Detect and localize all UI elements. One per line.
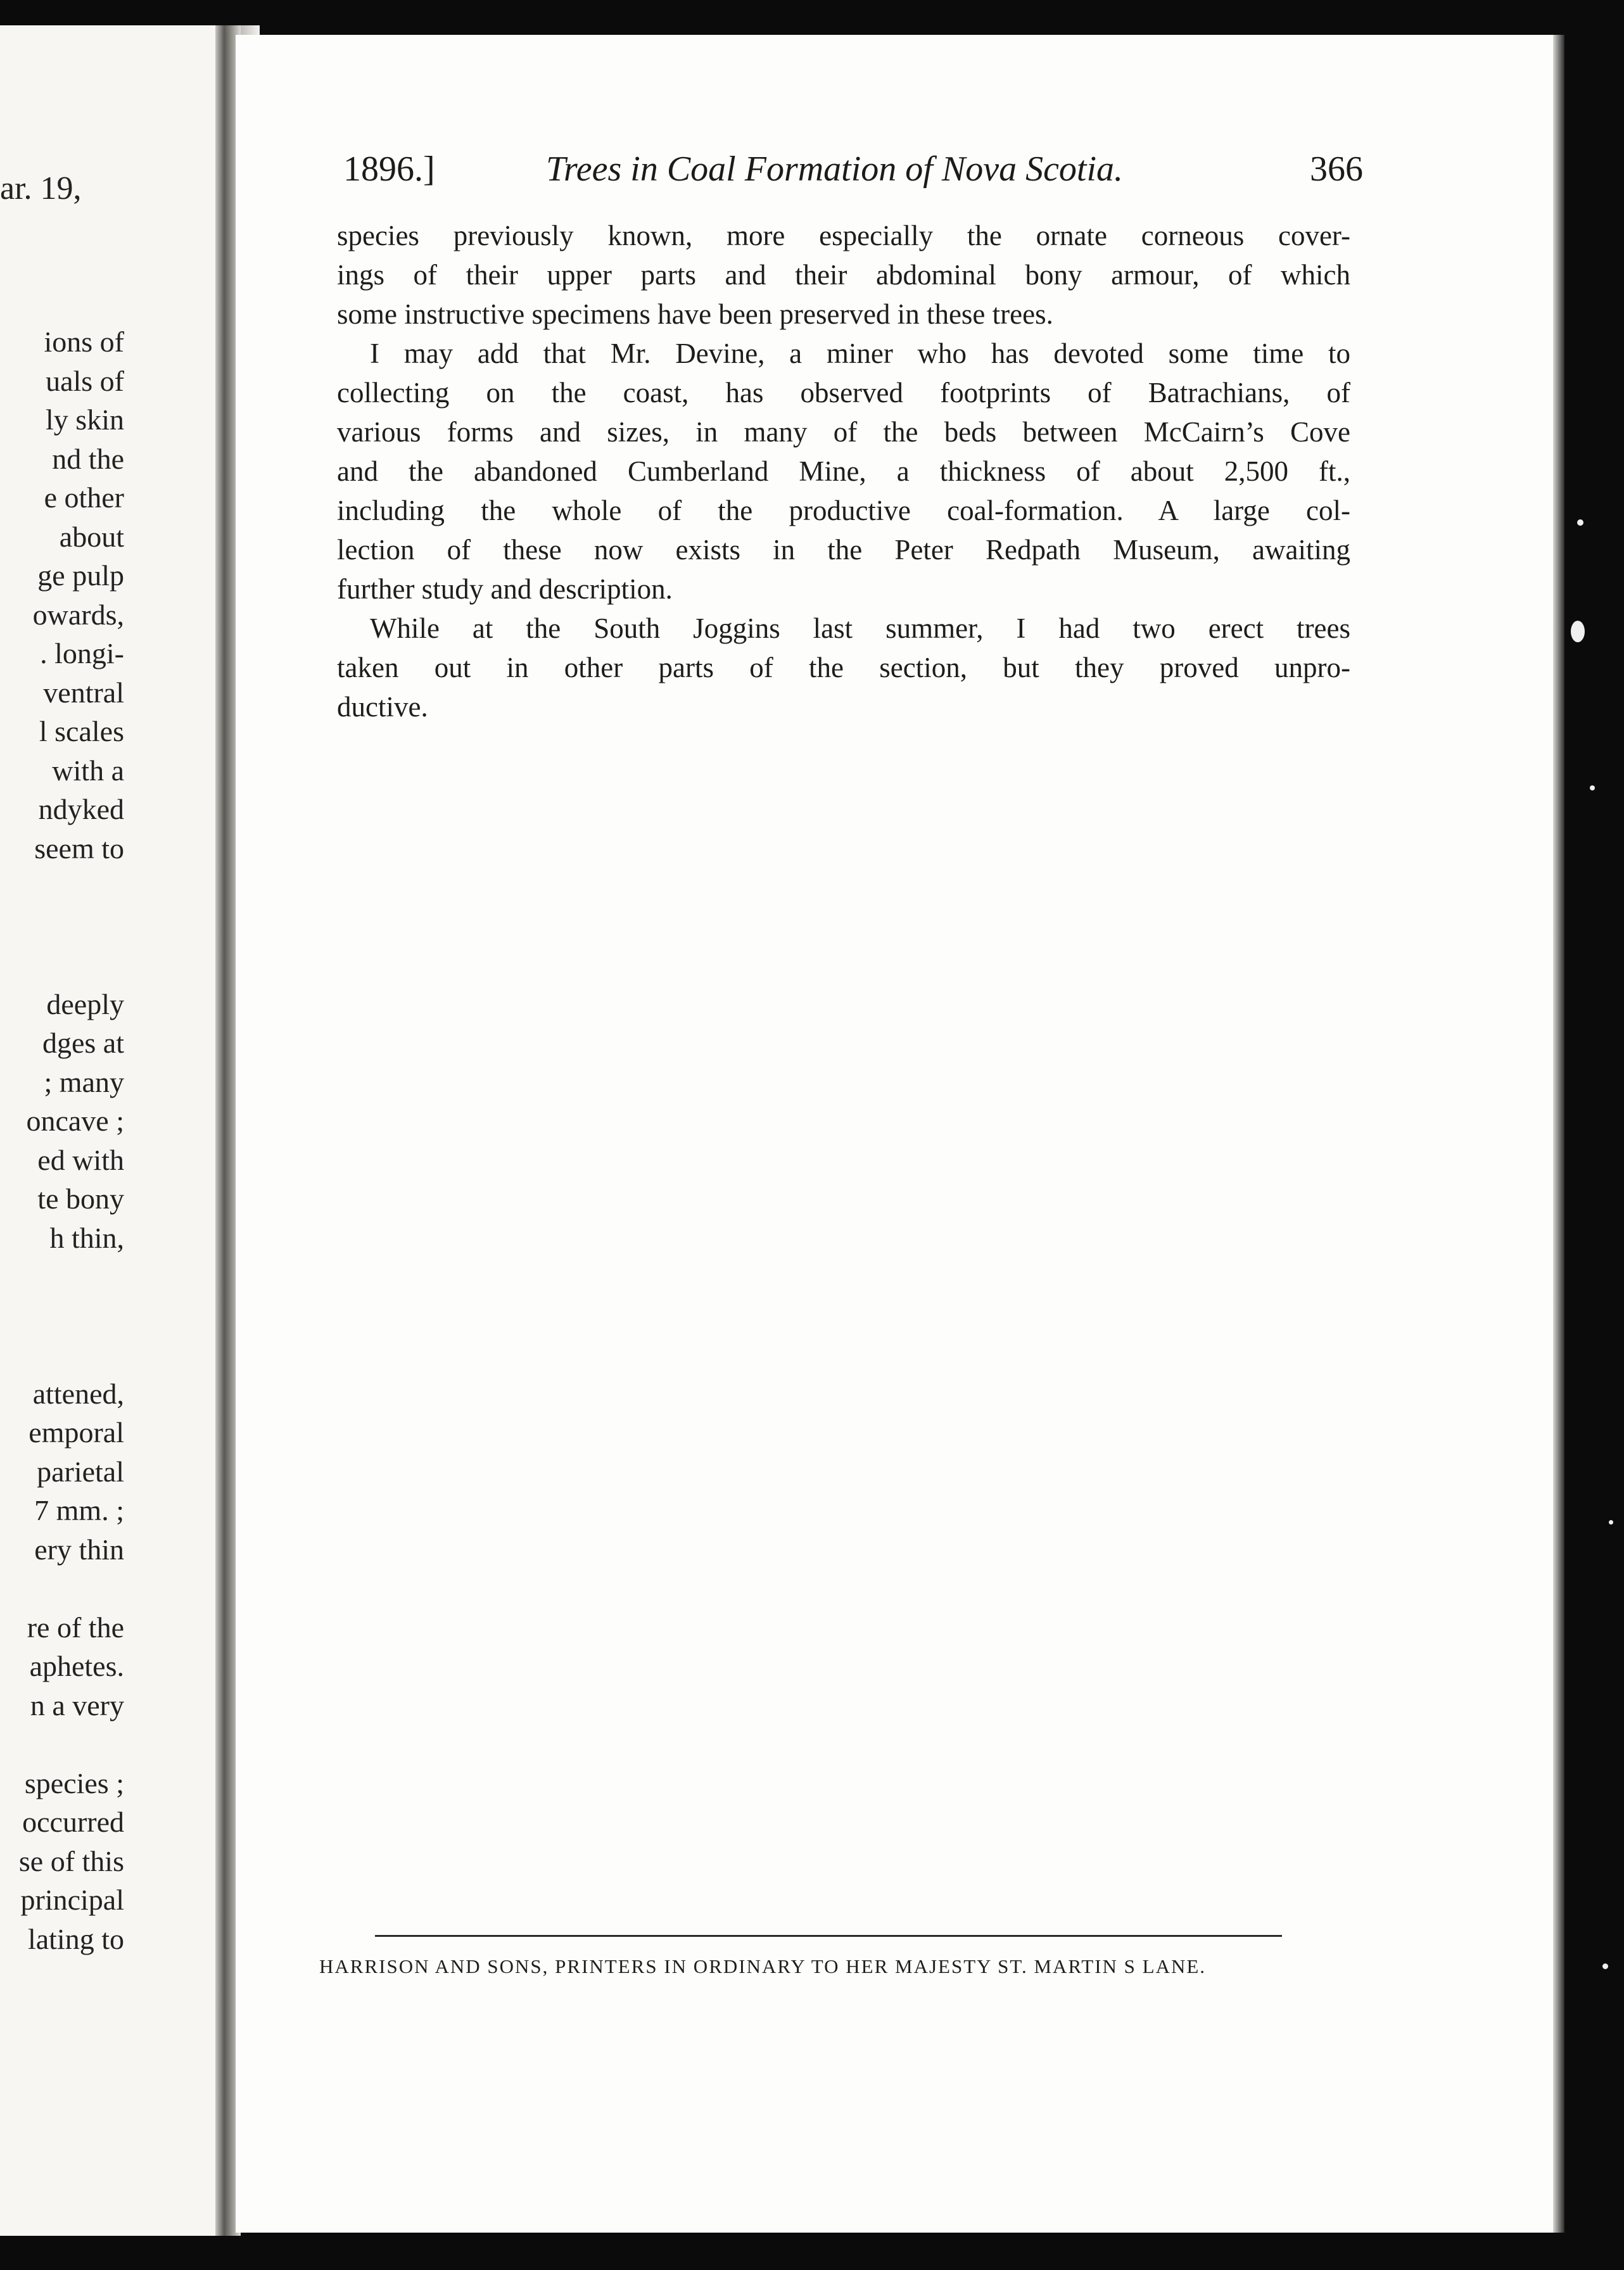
scan-speck	[1609, 1520, 1613, 1525]
left-page-line: nd the	[52, 442, 124, 475]
left-page-line: h thin,	[49, 1221, 124, 1254]
body-line: taken out in other parts of the section, but they proved unpro-	[337, 652, 1350, 683]
left-page-line: principal	[20, 1884, 124, 1916]
left-page-line: parietal	[37, 1455, 124, 1488]
left-page-line: e other	[44, 481, 124, 514]
left-page-line: ventral	[43, 676, 124, 709]
printer-imprint: HARRISON AND SONS, PRINTERS IN ORDINARY TO HER MAJESTY ST. MARTIN S LANE.	[319, 1955, 1207, 1977]
left-page-line: dges at	[42, 1027, 124, 1059]
body-line: ductive.	[337, 691, 428, 723]
body-line: various forms and sizes, in many of the beds between McCairn’s Cove	[337, 416, 1350, 448]
body-line: collecting on the coast, has observed footprints of Batrachians, of	[337, 377, 1350, 409]
body-line: lection of these now exists in the Peter Redpath Museum, awaiting	[337, 534, 1350, 566]
left-page-line: about	[59, 520, 124, 553]
left-page-line: ed with	[37, 1143, 124, 1176]
header-page-number: 366	[1310, 149, 1363, 189]
header-year: 1896.]	[343, 149, 435, 189]
right-page	[236, 35, 1553, 2233]
left-page-line: uals of	[46, 364, 124, 397]
body-line: including the whole of the productive coal-formation. A large col-	[337, 495, 1350, 526]
left-page-line: ions of	[44, 326, 124, 358]
left-facing-page	[0, 25, 228, 2236]
left-page-line: ; many	[44, 1065, 124, 1098]
body-line: and the abandoned Cumberland Mine, a thickness of about 2,500 ft.,	[337, 455, 1350, 487]
left-page-line: aphetes.	[29, 1650, 124, 1682]
left-page-line: deeply	[46, 987, 124, 1020]
left-page-line: attened,	[32, 1377, 124, 1410]
body-line: some instructive specimens have been preserved in these trees.	[337, 298, 1053, 330]
body-line: further study and description.	[337, 573, 673, 605]
left-page-line: n a very	[30, 1689, 124, 1722]
left-page-line: oncave ;	[26, 1105, 124, 1137]
body-line: I may add that Mr. Devine, a miner who has devoted some time to	[370, 338, 1350, 369]
right-page-edge	[1553, 35, 1564, 2233]
header-running-title: Trees in Coal Formation of Nova Scotia.	[546, 149, 1124, 189]
footer-rule	[375, 1935, 1282, 1937]
scan-speck	[1590, 785, 1595, 790]
left-page-line: owards,	[32, 598, 124, 631]
body-line: While at the South Joggins last summer, I had two erect trees	[370, 612, 1350, 644]
running-header	[343, 149, 1363, 200]
left-page-line: emporal	[29, 1416, 124, 1449]
body-line: species previously known, more especially the ornate corneous cover-	[337, 220, 1350, 251]
body-line: ings of their upper parts and their abdominal bony armour, of which	[337, 259, 1350, 291]
left-page-header-fragment: ar. 19,	[0, 170, 82, 206]
left-page-line: re of the	[27, 1611, 124, 1644]
left-page-line: seem to	[34, 832, 124, 865]
left-page-line: l scales	[39, 715, 124, 747]
left-page-line: ge pulp	[37, 559, 124, 592]
left-page-line: occurred	[22, 1806, 124, 1838]
left-page-line: 7 mm. ;	[34, 1494, 124, 1526]
left-page-line: lating to	[27, 1922, 124, 1955]
scan-speck	[1577, 519, 1583, 526]
left-page-line: . longi-	[40, 637, 124, 669]
scan-speck	[1602, 1963, 1608, 1969]
left-page-line: with a	[52, 754, 124, 787]
left-page-line: te bony	[37, 1183, 124, 1215]
left-page-line: ndyked	[38, 793, 124, 825]
scan-speck	[1571, 621, 1585, 642]
left-page-line: species ;	[24, 1766, 124, 1799]
body-text	[337, 216, 1350, 726]
left-page-line: ery thin	[34, 1533, 124, 1566]
left-page-line: ly skin	[46, 403, 124, 436]
left-page-line: se of this	[18, 1844, 124, 1877]
